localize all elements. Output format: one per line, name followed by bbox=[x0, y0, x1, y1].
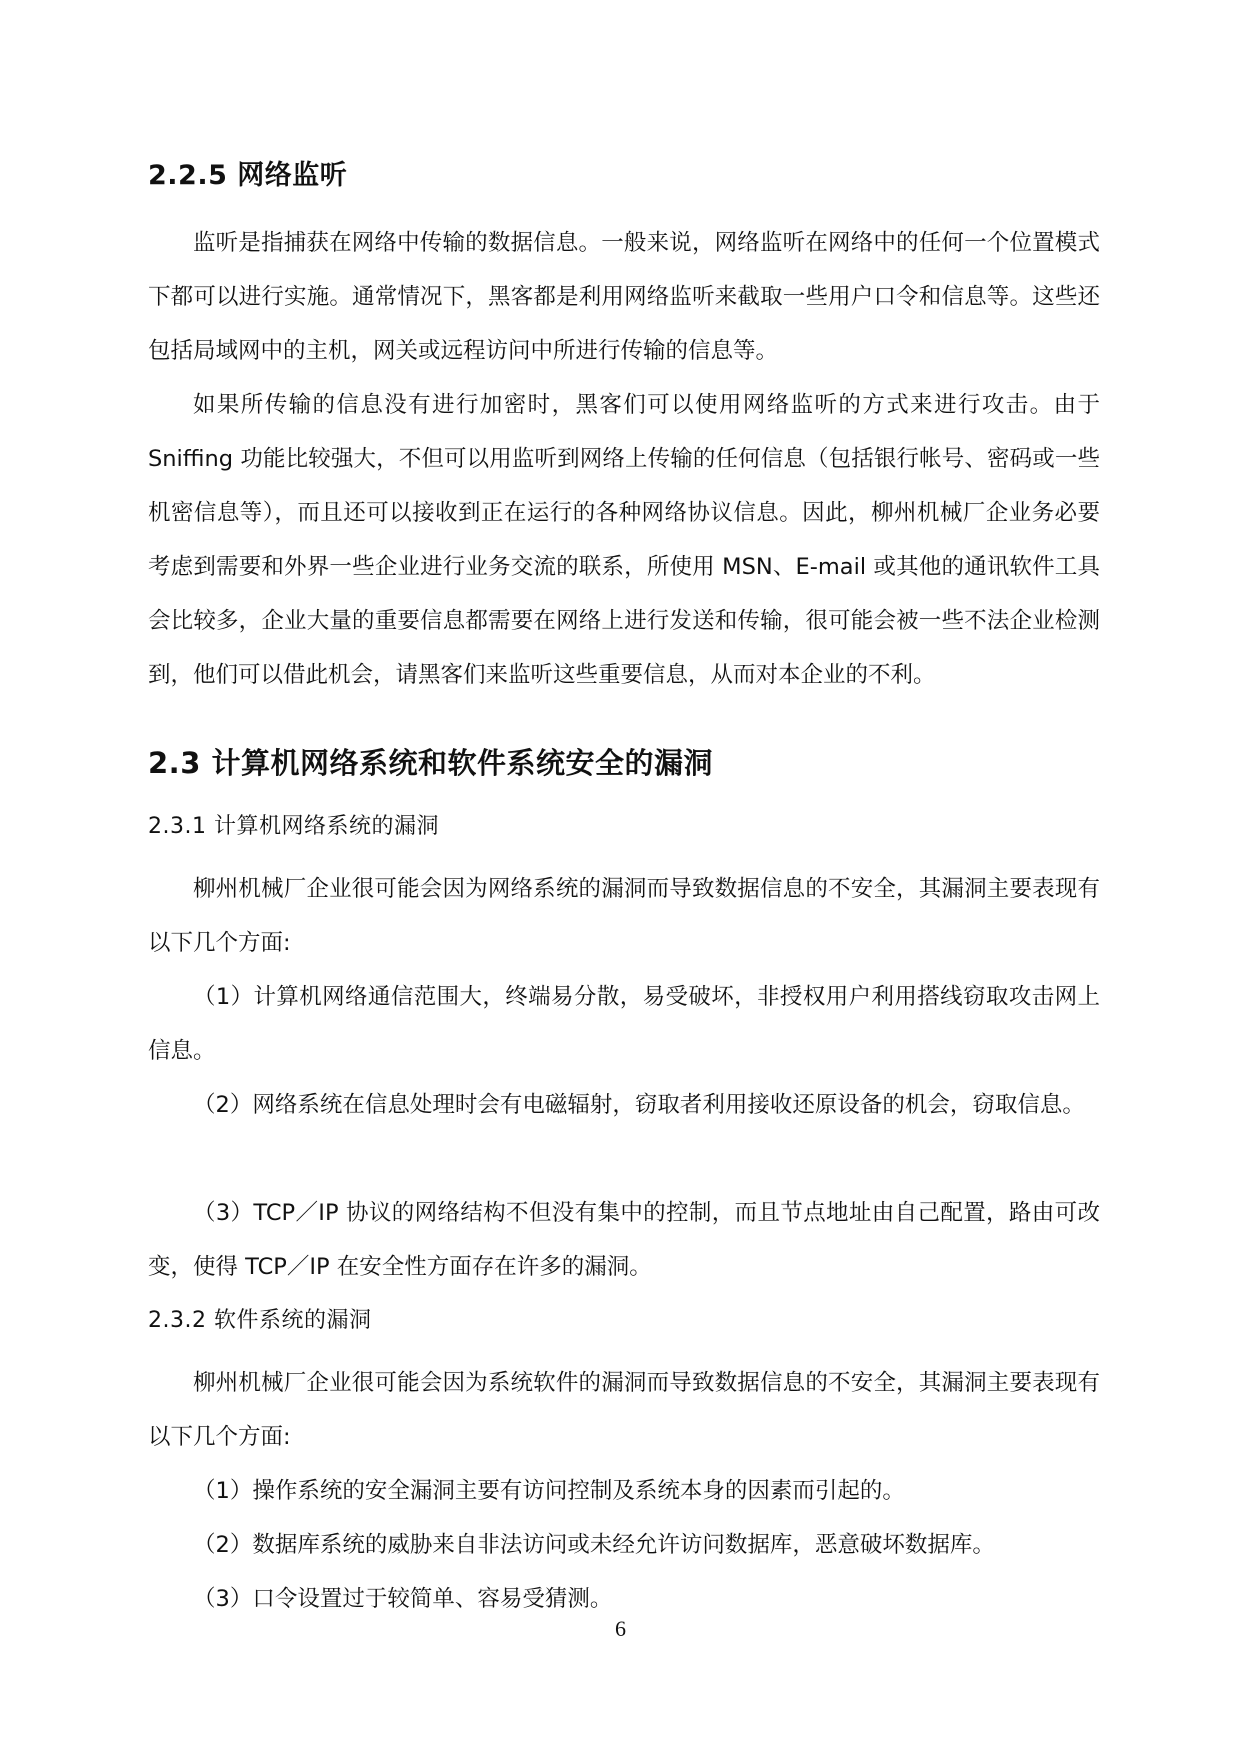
paragraph-network-listening-risk: 如果所传输的信息没有进行加密时，黑客们可以使用网络监听的方式来进行攻击。由于 Sniffing 功能比较强大，不但可以用监听到网络上传输的任何信息（包括银行帐号、密码或一些机密信息等），而且还可以接收到正在运行的各种网络协议信息。因此，柳州机械厂企业务必要考虑到需要和外界一些企业进行业务交流的联系，所使用 MSN、E-mail 或其他的通讯软件工具会比较多，企业大量的重要信息都需要在网络上进行发送和传输，很可能会被一些不法企业检测到，他们可以借此机会，请黑客们来监听这些重要信息，从而对本企业的不利。 bbox=[148, 392, 1100, 688]
page-number: 6 bbox=[615, 1616, 626, 1641]
list-item-software-vulnerability-3: （3）口令设置过于较简单、容易受猜测。 bbox=[193, 1586, 613, 1612]
section-heading-2-3-1: 2.3.1 计算机网络系统的漏洞 bbox=[148, 814, 439, 839]
list-item-network-vulnerability-3: （3）TCP／IP 协议的网络结构不但没有集中的控制，而且节点地址由自己配置，路由可改变，使得 TCP／IP 在安全性方面存在许多的漏洞。 bbox=[148, 1200, 1100, 1280]
list-item-network-vulnerability-2: （2）网络系统在信息处理时会有电磁辐射，窃取者利用接收还原设备的机会，窃取信息。 bbox=[193, 1092, 1085, 1118]
section-heading-2-2-5: 2.2.5 网络监听 bbox=[148, 160, 348, 191]
list-item-network-vulnerability-1: （1）计算机网络通信范围大，终端易分散，易受破坏，非授权用户利用搭线窃取攻击网上信息。 bbox=[148, 984, 1100, 1064]
paragraph-network-listening-definition: 监听是指捕获在网络中传输的数据信息。一般来说，网络监听在网络中的任何一个位置模式下都可以进行实施。通常情况下，黑客都是利用网络监听来截取一些用户口令和信息等。这些还包括局域网中的主机，网关或远程访问中所进行传输的信息等。 bbox=[148, 230, 1100, 364]
paragraph-software-vulnerability-intro: 柳州机械厂企业很可能会因为系统软件的漏洞而导致数据信息的不安全，其漏洞主要表现有以下几个方面: bbox=[148, 1370, 1100, 1450]
section-heading-2-3: 2.3 计算机网络系统和软件系统安全的漏洞 bbox=[148, 746, 713, 780]
section-heading-2-3-2: 2.3.2 软件系统的漏洞 bbox=[148, 1308, 372, 1333]
list-item-software-vulnerability-1: （1）操作系统的安全漏洞主要有访问控制及系统本身的因素而引起的。 bbox=[193, 1478, 905, 1504]
list-item-software-vulnerability-2: （2）数据库系统的威胁来自非法访问或未经允许访问数据库，恶意破坏数据库。 bbox=[193, 1532, 995, 1558]
paragraph-network-vulnerability-intro: 柳州机械厂企业很可能会因为网络系统的漏洞而导致数据信息的不安全，其漏洞主要表现有以下几个方面: bbox=[148, 876, 1100, 956]
